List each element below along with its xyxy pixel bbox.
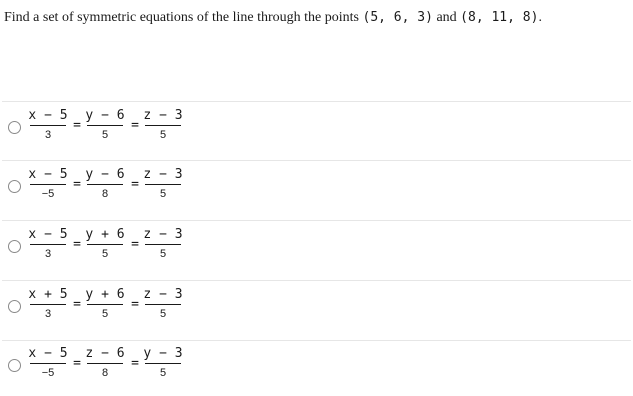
equals-sign: =: [131, 297, 139, 312]
numerator: x − 5: [28, 108, 68, 123]
equals-sign: =: [131, 118, 139, 133]
radio-button[interactable]: [8, 300, 21, 313]
divider: [2, 340, 631, 341]
numerator: x − 5: [28, 227, 68, 242]
fraction-1: [28, 346, 68, 380]
numerator: z − 6: [85, 346, 125, 361]
fraction-3: [143, 346, 183, 380]
fraction-bar: [30, 184, 66, 185]
equals-sign: =: [73, 118, 81, 133]
denominator: 5: [101, 248, 109, 260]
divider: [2, 280, 631, 281]
fraction-bar: [30, 304, 66, 305]
fraction-bar: [87, 363, 123, 364]
fraction-2: [85, 287, 125, 321]
numerator: z − 3: [143, 287, 183, 302]
question-connector: and: [432, 10, 461, 25]
numerator: z − 3: [143, 108, 183, 123]
equals-sign: =: [131, 356, 139, 371]
numerator: x + 5: [28, 287, 68, 302]
fraction-3: [143, 167, 183, 201]
fraction-bar: [87, 304, 123, 305]
radio-button[interactable]: [8, 180, 21, 193]
denominator: 5: [101, 308, 109, 320]
denominator: 5: [159, 308, 167, 320]
question-prompt: Find a set of symmetric equations of the line through the points: [4, 10, 363, 25]
denominator: −5: [41, 367, 55, 379]
denominator: −5: [41, 188, 55, 200]
question-text: [4, 10, 542, 26]
fraction-bar: [145, 244, 181, 245]
numerator: z − 3: [143, 227, 183, 242]
point-2: (8, 11, 8): [460, 10, 539, 25]
equals-sign: =: [73, 177, 81, 192]
fraction-1: [28, 167, 68, 201]
answer-option-1[interactable]: [0, 106, 633, 158]
fraction-bar: [145, 363, 181, 364]
numerator: y + 6: [85, 227, 125, 242]
answer-option-3[interactable]: [0, 225, 633, 277]
radio-button[interactable]: [8, 240, 21, 253]
equals-sign: =: [131, 177, 139, 192]
answer-option-4[interactable]: [0, 285, 633, 337]
divider: [2, 160, 631, 161]
fraction-bar: [30, 363, 66, 364]
answer-option-2[interactable]: [0, 165, 633, 217]
equals-sign: =: [73, 237, 81, 252]
fraction-bar: [145, 304, 181, 305]
fraction-2: [85, 346, 125, 380]
denominator: 3: [44, 248, 52, 260]
fraction-1: [28, 287, 68, 321]
equals-sign: =: [131, 237, 139, 252]
equals-sign: =: [73, 356, 81, 371]
fraction-bar: [87, 184, 123, 185]
fraction-2: [85, 227, 125, 261]
divider: [2, 220, 631, 221]
answer-option-5[interactable]: [0, 344, 633, 396]
denominator: 8: [101, 188, 109, 200]
fraction-bar: [87, 125, 123, 126]
denominator: 5: [159, 367, 167, 379]
denominator: 3: [44, 308, 52, 320]
fraction-bar: [87, 244, 123, 245]
point-1: (5, 6, 3): [362, 10, 433, 25]
fraction-bar: [30, 125, 66, 126]
fraction-bar: [30, 244, 66, 245]
fraction-1: [28, 108, 68, 142]
numerator: y − 6: [85, 108, 125, 123]
fraction-bar: [145, 184, 181, 185]
denominator: 5: [159, 129, 167, 141]
fraction-2: [85, 167, 125, 201]
radio-button[interactable]: [8, 121, 21, 134]
denominator: 8: [101, 367, 109, 379]
fraction-bar: [145, 125, 181, 126]
fraction-3: [143, 108, 183, 142]
radio-button[interactable]: [8, 359, 21, 372]
numerator: x − 5: [28, 167, 68, 182]
fraction-3: [143, 227, 183, 261]
denominator: 5: [159, 248, 167, 260]
question-end: .: [538, 10, 542, 25]
numerator: y − 6: [85, 167, 125, 182]
numerator: x − 5: [28, 346, 68, 361]
divider: [2, 101, 631, 102]
denominator: 3: [44, 129, 52, 141]
fraction-2: [85, 108, 125, 142]
numerator: y − 3: [143, 346, 183, 361]
denominator: 5: [101, 129, 109, 141]
fraction-1: [28, 227, 68, 261]
equals-sign: =: [73, 297, 81, 312]
numerator: z − 3: [143, 167, 183, 182]
denominator: 5: [159, 188, 167, 200]
numerator: y + 6: [85, 287, 125, 302]
fraction-3: [143, 287, 183, 321]
